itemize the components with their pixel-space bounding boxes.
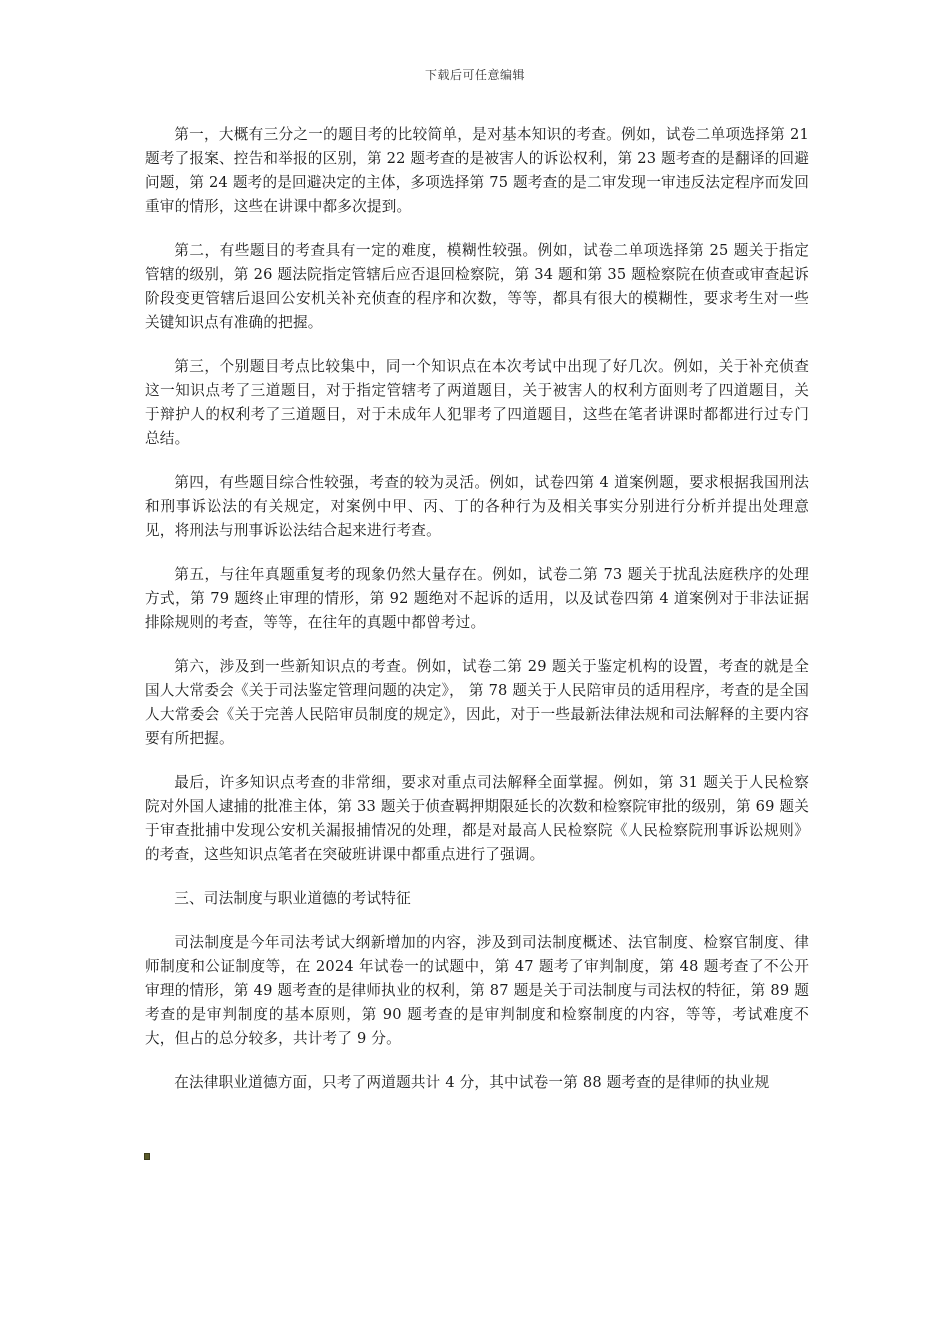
paragraph-5: 第五，与往年真题重复考的现象仍然大量存在。例如，试卷二第 73 题关于扰乱法庭秩序的处理方式，第 79 题终止审理的情形，第 92 题绝对不起诉的适用，以及试卷四第 4 道案例对于非法证据排除规则的考查，等等，在往年的真题中都曾考过。 <box>145 566 809 631</box>
paragraph-3: 第三，个别题目考点比较集中，同一个知识点在本次考试中出现了好几次。例如，关于补充侦查这一知识点考了三道题目，对于指定管辖考了两道题目，关于被害人的权利方面则考了四道题目，关于辩护人的权利考了三道题目，对于未成年人犯罪考了四道题目，这些在笔者讲课时都都进行过专门总结。 <box>145 358 809 447</box>
page-marker-icon <box>144 1153 150 1160</box>
paragraph-6: 第六，涉及到一些新知识点的考查。例如，试卷二第 29 题关于鉴定机构的设置，考查的就是全国人大常委会《关于司法鉴定管理问题的决定》， 第 78 题关于人民陪审员的适用程序，考查的是全国人大常委会《关于完善人民陪审员制度的规定》，因此，对于一些最新法律法规和司法解释的主要内容要有所把握。 <box>145 658 809 747</box>
paragraph-4: 第四，有些题目综合性较强，考查的较为灵活。例如，试卷四第 4 道案例题，要求根据我国刑法和刑事诉讼法的有关规定，对案例中甲、丙、丁的各种行为及相关事实分别进行分析并提出处理意见，将刑法与刑事诉讼法结合起来进行考查。 <box>145 474 809 539</box>
page-header: 下载后可任意编辑 <box>424 68 525 82</box>
paragraph-8: 司法制度是今年司法考试大纲新增加的内容，涉及到司法制度概述、法官制度、检察官制度、律师制度和公证制度等，在 2024 年试卷一的试题中，第 47 题考了审判制度，第 48 题考查了不公开审理的情形，第 49 题考查的是律师执业的权利，第 87 题是关于司法制度与司法权的特征，第 89 题考查的是审判制度的基本原则，第 90 题考查的是审判制度和检察制度的内容，等等，考试难度不大，但占的总分较多，共计考了 9 分。 <box>145 934 809 1047</box>
paragraph-2: 第二，有些题目的考查具有一定的难度，模糊性较强。例如，试卷二单项选择第 25 题关于指定管辖的级别，第 26 题法院指定管辖后应否退回检察院，第 34 题和第 35 题检察院在侦查或审查起诉阶段变更管辖后退回公安机关补充侦查的程序和次数，等等，都具有很大的模糊性，要求考生对一些关键知识点有准确的把握。 <box>145 242 809 331</box>
paragraph-7: 最后，许多知识点考查的非常细，要求对重点司法解释全面掌握。例如，第 31 题关于人民检察院对外国人逮捕的批准主体，第 33 题关于侦查羁押期限延长的次数和检察院审批的级别，第 69 题关于审查批捕中发现公安机关漏报捕情况的处理，都是对最高人民检察院《人民检察院刑事诉讼规则》的考查，这些知识点笔者在突破班讲课中都重点进行了强调。 <box>145 774 809 863</box>
paragraph-9: 在法律职业道德方面，只考了两道题共计 4 分，其中试卷一第 88 题考查的是律师的执业规 <box>174 1074 770 1091</box>
paragraph-1: 第一，大概有三分之一的题目考的比较简单，是对基本知识的考查。例如，试卷二单项选择第 21 题考了报案、控告和举报的区别，第 22 题考查的是被害人的诉讼权利，第 23 题考查的是翻译的回避问题，第 24 题考的是回避决定的主体，多项选择第 75 题考查的是二审发现一审违反法定程序而发回重审的情形，这些在讲课中都多次提到。 <box>145 126 809 215</box>
section-heading: 三、司法制度与职业道德的考试特征 <box>174 890 411 907</box>
document-body <box>145 123 809 1095</box>
